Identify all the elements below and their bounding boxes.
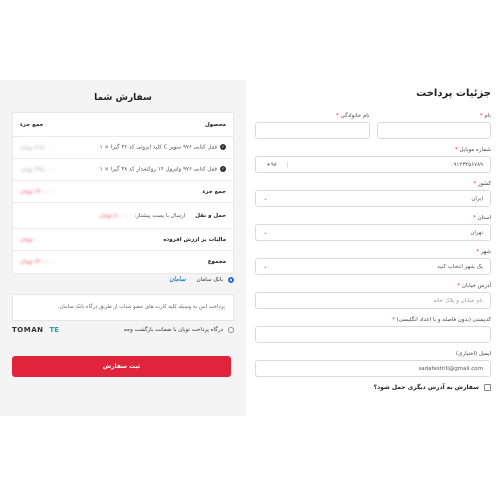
te-logo: TE: [49, 326, 60, 334]
phone-label: شماره موبایل *: [455, 147, 491, 153]
phone-field[interactable]: [255, 156, 491, 173]
ship-different-toggle[interactable]: [255, 384, 491, 391]
province-label: استان *: [472, 215, 491, 221]
postcode-label: کدپستی (بدون فاصله و با اعداد انگلیسی) *: [392, 317, 491, 323]
phone-country-code[interactable]: +۹۸: [256, 162, 288, 168]
shipping-label: حمل و نقل: [195, 212, 226, 219]
tooman-radio[interactable]: [228, 327, 234, 333]
total-row: [13, 251, 233, 273]
chevron-down-icon: ⌄: [263, 229, 269, 236]
product-price: ۳۲۵,۰۰۰ تومان: [20, 166, 55, 173]
col-subtotal: جمع جزء: [20, 121, 44, 128]
shipping-method: [99, 213, 185, 219]
saman-description: پرداخت امن به وسیله کلیه کارت های عضو شتاب از طریق درگاه بانک سامان.: [12, 294, 234, 321]
subtotal-row: [13, 181, 233, 203]
order-table: [12, 112, 234, 274]
chevron-down-icon: ⌄: [263, 195, 269, 202]
toman-logo: TOMAN: [12, 326, 44, 334]
subtotal-label: جمع جزء: [202, 188, 226, 195]
address-label: آدرس خیابان *: [457, 283, 491, 289]
email-field[interactable]: sadafestrill@gmail.com: [255, 360, 491, 377]
subtotal-value: ۶۴۰,۰۰۰ تومان: [20, 188, 55, 195]
billing-details: [255, 88, 491, 391]
shipping-value: ۸۰,۰۰۰ تومان: [99, 212, 131, 219]
last-name-label: نام خانوادگی *: [336, 113, 370, 119]
payment-option-saman[interactable]: [12, 276, 234, 283]
country-label: کشور *: [473, 181, 491, 187]
tooman-logos: [12, 326, 59, 334]
table-row: [13, 137, 233, 159]
shipping-row: [13, 203, 233, 229]
saman-bank-logo: سامان: [169, 276, 186, 283]
first-name-label: نام *: [479, 113, 491, 119]
vat-value: ۰ تومان: [20, 236, 38, 243]
submit-order-button[interactable]: ثبت سفارش: [12, 356, 231, 377]
last-name-field[interactable]: [255, 122, 370, 139]
country-value: ایران: [471, 195, 483, 202]
city-label: شهر *: [476, 249, 491, 255]
check-icon: ✓: [221, 144, 225, 150]
total-value: ۷۲۰,۰۰۰ تومان: [20, 259, 55, 265]
product-name: ✓قفل کتابی ۹۷۶ ولترول ۱۴ روکشدار کد ۳۸ گیرا × ۱: [99, 166, 225, 173]
vat-label: مالیات بر ارزش افزوده: [163, 236, 226, 243]
postcode-field[interactable]: [255, 326, 491, 343]
check-icon: ✓: [221, 166, 225, 172]
first-name-field[interactable]: [377, 122, 492, 139]
table-row: [13, 159, 233, 181]
city-value: یک شهر انتخاب کنید: [437, 263, 483, 270]
order-summary: [0, 80, 246, 416]
city-select[interactable]: [255, 258, 491, 275]
ship-different-checkbox[interactable]: [484, 384, 491, 391]
email-label: ایمیل (اختیاری): [456, 351, 491, 357]
province-select[interactable]: [255, 224, 491, 241]
province-value: تهران: [470, 229, 483, 236]
vat-row: [13, 229, 233, 251]
payment-option-tooman[interactable]: [12, 326, 234, 334]
product-price: ۳۱۵,۰۰۰ تومان: [20, 144, 55, 151]
address-field[interactable]: نام خیابان و پلاک خانه: [255, 292, 491, 309]
country-select[interactable]: [255, 190, 491, 207]
tooman-label: درگاه پرداخت توبان با ضمانت بازگشت وجه: [123, 327, 223, 333]
order-title: سفارش شما: [94, 93, 152, 103]
page-title: جزئیات پرداخت: [416, 88, 491, 99]
shipping-method-text: ارسال با پست پیشتاز:: [134, 212, 186, 219]
chevron-down-icon: ⌄: [263, 263, 269, 270]
product-name: ✓قفل کتابی ۹۷۶ سوپر C کلید ایزوئی کد ۳۶ گیرا × ۱: [99, 144, 225, 151]
phone-input[interactable]: ۰۹۱۲۳۴۵۶۷۸۹: [450, 161, 483, 168]
ship-different-label: سفارش به آدرس دیگری حمل شود؟: [373, 384, 479, 391]
saman-radio[interactable]: [228, 277, 234, 283]
col-product: محصول: [204, 121, 226, 128]
saman-label: بانک سامان: [196, 276, 223, 283]
table-header: [13, 113, 233, 137]
total-label: مجموع: [207, 259, 226, 265]
